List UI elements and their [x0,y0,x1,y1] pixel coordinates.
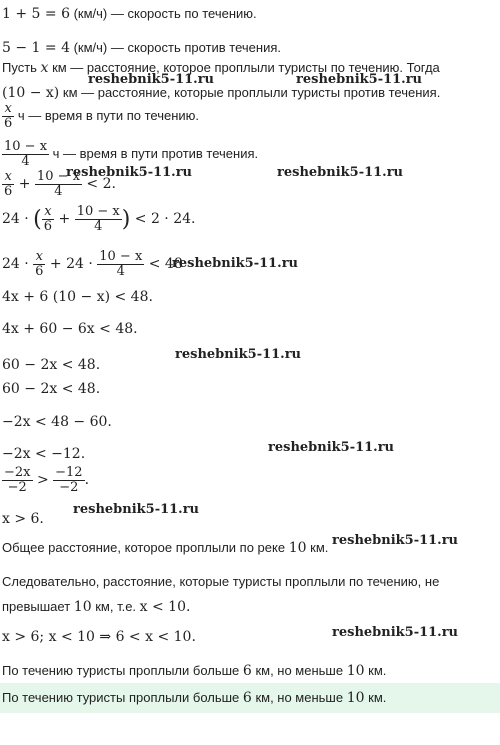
math-operator: + [14,175,35,192]
solution-line-8 [2,205,195,234]
watermark: reshebnik5-11.ru [88,72,215,87]
fraction [97,250,144,279]
solution-line-15: −2x < −12. [2,446,86,462]
line-text: км — расстояние, которые проплыли туристы против течения. [59,85,441,100]
solution-line-20 [2,599,190,615]
fraction [2,140,49,169]
fraction-denominator: 6 [4,184,13,199]
math-number: 6 [242,663,252,679]
watermark: reshebnik5-11.ru [268,440,395,455]
watermark: reshebnik5-11.ru [332,625,459,640]
math-expression: x < 10. [139,599,191,615]
paren-left: ( [33,207,42,232]
math-expression: + 24 · [45,255,98,272]
solution-line-14: −2x < 48 − 60. [2,414,112,430]
watermark: reshebnik5-11.ru [277,165,404,180]
fraction-numerator: 10 − x [4,139,48,154]
fraction-numerator: x [4,101,12,116]
math-expression: < 48 [144,255,183,272]
line-text: км — расстояние, которое проплыли туристы по течению. Тогда [48,60,440,75]
watermark: reshebnik5-11.ru [296,72,423,87]
fraction [53,466,84,495]
solution-line-13: 60 − 2x < 48. [2,381,101,397]
math-number: 6 [242,690,252,706]
math-expression: 24 · [2,255,34,272]
math-operator: > [32,471,54,488]
math-expression: 5 − 1 = 4 [2,40,70,56]
fraction-denominator: 6 [4,116,13,131]
solution-line-21: x > 6; x < 10 ⇒ 6 < x < 10. [2,629,196,645]
line-text: км. [306,540,329,555]
fraction [2,170,14,199]
line-text: Общее расстояние, которое проплыли по реке [2,540,289,555]
solution-line-17: x > 6. [2,511,44,527]
line-text: км, т.е. [91,599,140,614]
answer-text: км. [364,690,387,705]
fraction [75,205,122,234]
line-text: Пусть [2,60,41,75]
line-text: км, но меньше [251,663,347,678]
fraction-numerator: −2x [4,465,31,480]
math-number: 10 [346,663,365,679]
fraction [2,466,33,495]
watermark: reshebnik5-11.ru [332,533,459,548]
fraction-numerator: −12 [55,465,83,480]
solution-line-9 [2,250,183,279]
watermark: reshebnik5-11.ru [172,256,299,271]
fraction [33,250,45,279]
fraction-denominator: 4 [35,184,82,199]
line-text: По течению туристы проплыли больше [2,663,243,678]
watermark: reshebnik5-11.ru [73,502,200,517]
fraction-numerator: x [4,169,12,184]
fraction-numerator: x [35,249,43,264]
fraction-denominator: −2 [2,480,33,495]
solution-line-22 [2,663,386,679]
fraction-denominator: 4 [75,219,122,234]
fraction-denominator: 4 [97,264,144,279]
fraction-numerator: 10 − x [99,249,143,264]
solution-line-1 [2,6,257,22]
math-expression: < 2 · 24. [130,210,196,227]
math-expression: 24 · [2,210,34,227]
fraction-denominator: 4 [2,154,49,169]
solution-line-19: Следовательно, расстояние, которые туристы проплыли по течению, не [2,574,440,589]
answer-text: км, но меньше [251,690,347,705]
fraction-numerator: 10 − x [36,169,80,184]
solution-line-16 [2,466,89,495]
math-number: 10 [73,599,92,615]
solution-line-18 [2,540,328,556]
solution-line-11: 4x + 60 − 6x < 48. [2,321,138,337]
solution-line-5 [2,102,199,131]
line-text: ч — время в пути против течения. [49,145,259,161]
fraction-denominator: 6 [43,219,53,234]
answer-box [0,683,500,713]
math-number: 10 [346,690,365,706]
solution-line-12: 60 − 2x < 48. [2,357,101,373]
math-variable: x [40,60,49,76]
line-text: км. [364,663,387,678]
fraction-denominator: −2 [53,480,84,495]
line-text: (км/ч) — скорость по течению. [69,6,257,21]
answer-text: По течению туристы проплыли больше [2,690,243,705]
math-number: 10 [288,540,307,556]
fraction-denominator: 6 [35,264,44,279]
solution-line-2 [2,40,281,56]
fraction-numerator: x [44,204,52,219]
line-text: (км/ч) — скорость против течения. [69,40,281,55]
math-operator: + [54,210,75,227]
math-expression: 1 + 5 = 6 [2,6,70,22]
math-expression: < 2. [81,175,116,192]
fraction-numerator: 10 − x [76,204,120,219]
math-expression: (10 − x) [2,85,60,101]
fraction [42,205,54,234]
paren-right: ) [121,207,131,232]
line-text: превышает [2,599,74,614]
line-text: ч — время в пути по течению. [14,107,200,123]
math-expression: . [84,471,90,488]
fraction [2,102,14,131]
watermark: reshebnik5-11.ru [175,347,302,362]
solution-line-4 [2,85,440,101]
watermark: reshebnik5-11.ru [66,165,193,180]
solution-line-10: 4x + 6 (10 − x) < 48. [2,289,153,305]
